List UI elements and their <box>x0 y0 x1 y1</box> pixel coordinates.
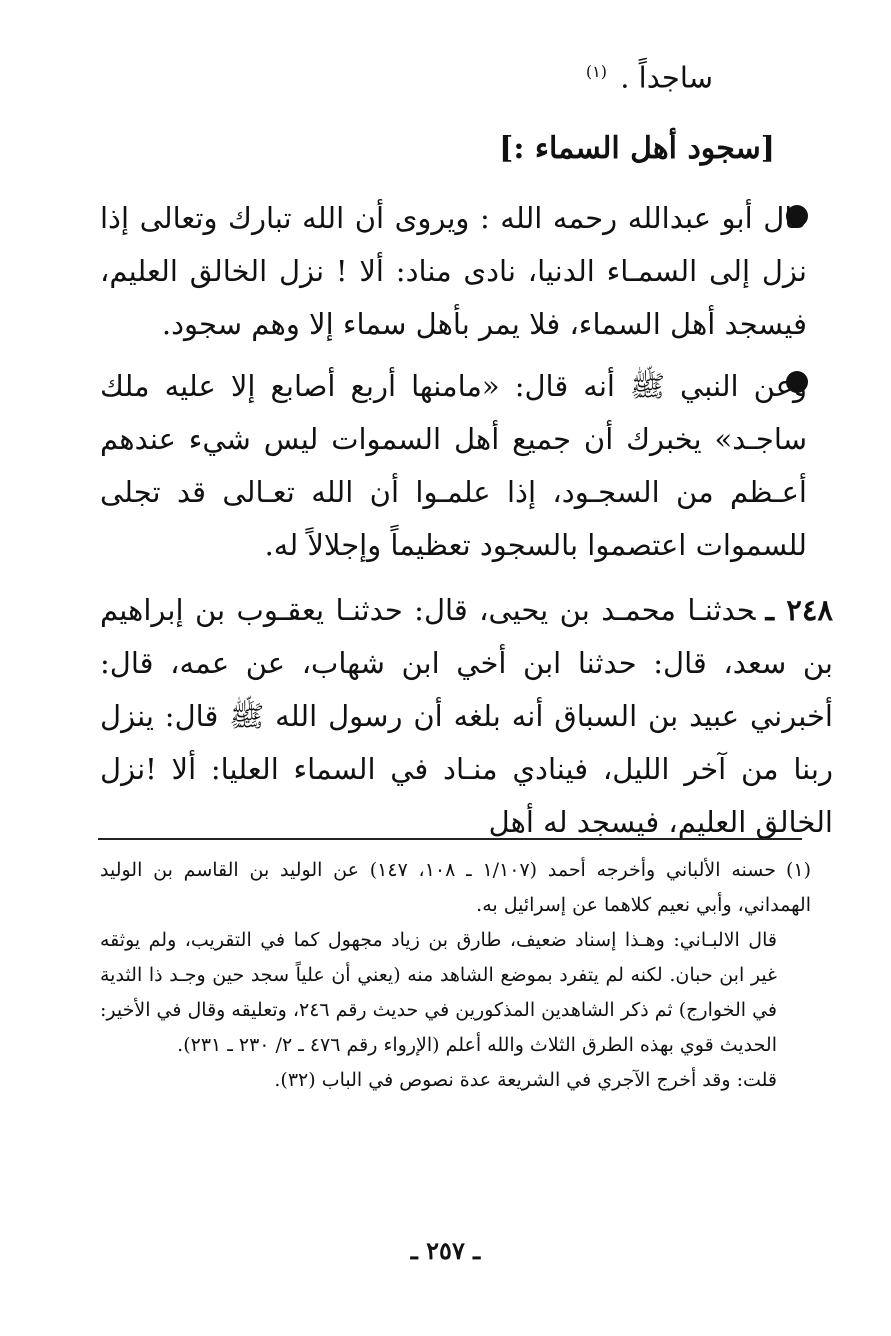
footnote-1-line-2: قال الالبـاني: وهـذا إسناد ضعيف، طارق بن زياد مجهول كما في التقريب، ولم يوثقه غير ابن حبان. لكنه لم يتفرد بموضع الشاهد منه (يعني أن علياً سجد حين وجـد ذا الثدية في الخوارج) ثم ذكر الشاهدين المذكورين في حديث رقم ٢٤٦، وتعليقه وقال في الأخير: الحديث قوي بهذه الطرق الثلاث والله أعلم (الإرواء رقم ٤٧٦ ـ ٢/ ٢٣٠ ـ ٢٣١). <box>100 929 777 1056</box>
paragraph-2: وعن النبي ﷺ أنه قال: «مامنها أربع أصابع إلا عليه ملك ساجـد» يخبرك أن جميع أهل السموات ليس شيء عندهم أعـظم من السجـود، إذا علمـوا أن الله تعـالى قد تجلى للسموات اعتصموا بالسجود تعظيماً وإجلالاً له. <box>100 369 807 562</box>
paragraph-1: قال أبو عبدالله رحمه الله : ويروى أن الله تبارك وتعالى إذا نزل إلى السمـاء الدنيا، نادى مناد: ألا ! نزل الخالق العليم، فيسجد أهل السماء، فلا يمر بأهل سماء إلا وهم سجود. <box>100 201 807 341</box>
footnote-1-line-1: (١)حسنه الألباني وأخرجه أحمد (١/١٠٧ ـ ١٠٨، ١٤٧) عن الوليد بن القاسم بن الوليد الهمداني، وأبي نعيم كلاهما عن إسرائيل به. <box>100 859 811 916</box>
page-number: ـ ٢٥٧ ـ <box>410 1236 481 1265</box>
hadith-text: حدثنـا محمـد بن يحيى، قال: حدثنـا يعقـوب بن إبراهيم بن سعد، قال: حدثنا ابن أخي ابن شهاب، عن عمه، قال: أخبرني عبيد بن السباق أنه بلغه أن رسول الله ﷺ قال: ينزل ربنا من آخر الليل، فينادي منـاد في السماء العليا: ألا !نزل الخالق العليم، فيسجد له أهل <box>100 593 833 839</box>
footnote-reference: (١) <box>585 62 607 81</box>
hadith-number: ٢٤٨ ـ <box>765 593 833 627</box>
footnotes <box>100 853 811 1098</box>
opening-text: ساجداً . <box>620 60 713 95</box>
footnote-divider <box>98 838 802 840</box>
footnote-1-line-3: قلت: وقد أخرج الآجري في الشريعة عدة نصوص في الباب (٣٢). <box>274 1069 777 1091</box>
opening-line <box>586 52 713 98</box>
hadith-248 <box>100 584 833 849</box>
section-heading: [سجود أهل السماء :] <box>499 131 775 166</box>
footnote-number: (١) <box>785 859 811 881</box>
